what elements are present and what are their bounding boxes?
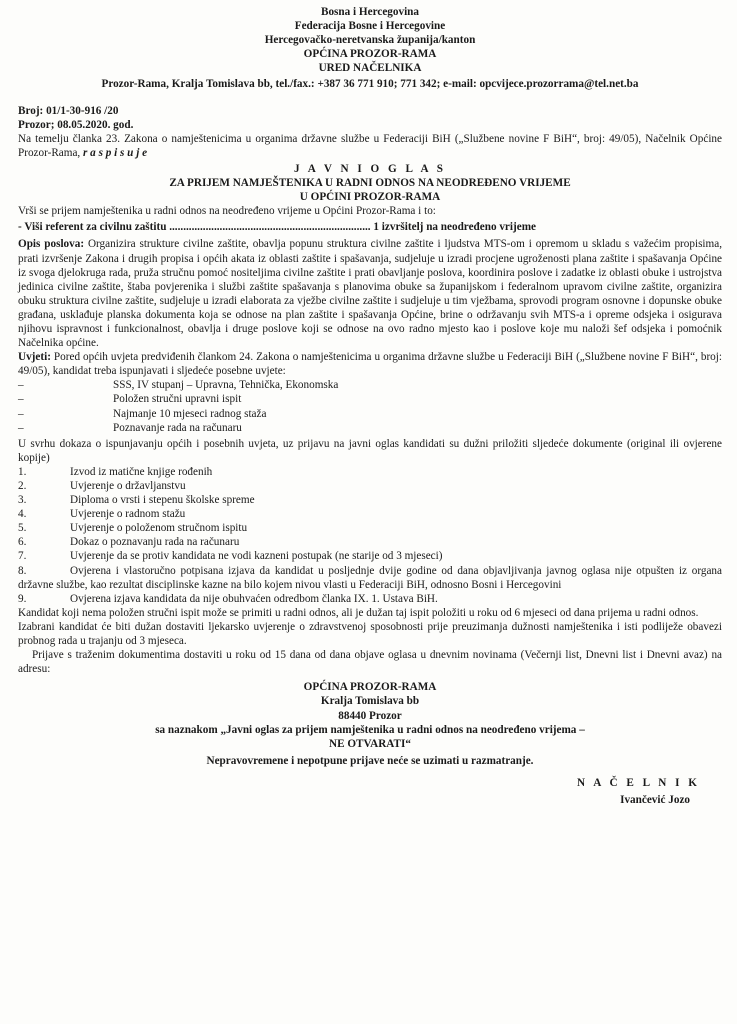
- conditions-paragraph: [18, 350, 722, 378]
- announcement-location: U OPĆINI PROZOR-RAMA: [299, 191, 441, 204]
- condition-text: Poznavanje rada na računaru: [113, 421, 242, 434]
- address-street: Kralja Tomislava bb: [320, 695, 420, 708]
- document-text: Uvjerenje da se protiv kandidata ne vodi kazneni postupak (ne starije od 3 mjeseci): [70, 550, 443, 563]
- intro-paragraph: [18, 132, 722, 160]
- condition-text: SSS, IV stupanj – Upravna, Tehnička, Ekonomska: [113, 379, 339, 392]
- list-item: [18, 378, 722, 392]
- item-number: 7.: [18, 550, 27, 563]
- item-number: 6.: [18, 536, 27, 549]
- address-postal: 88440 Prozor: [338, 709, 402, 722]
- item-number: 4.: [18, 508, 27, 521]
- condition-text: Najmanje 10 mjeseci radnog staža: [113, 407, 267, 420]
- canton-line: Hercegovačko-neretvanska županija/kanton: [264, 34, 476, 47]
- contact-line: Prozor-Rama, Kralja Tomislava bb, tel./fax.: +387 36 771 910; 771 342; e-mail: opcvijece.prozorrama@tel.net.ba: [101, 78, 639, 91]
- medical-paragraph: Izabrani kandidat će biti dužan dostaviti ljekarsko uvjerenje o zdravstvenoj sposobnosti prije preuzimanja dužnosti namještenika i isti podliježe obavezi probnog rada u trajanju od 3 mjeseca.: [18, 620, 722, 648]
- intro-text: Na temelju članka 23. Zakona o namještenicima u organima državne službe u Federaciji BiH („Službene novine F BiH“, broj: 49/05), Načelnik Općine Prozor-Rama,: [18, 132, 722, 159]
- item-number: 9.: [18, 592, 27, 605]
- list-item: [18, 549, 722, 563]
- document-text: Uvjerenje o radnom stažu: [70, 508, 186, 521]
- list-item: [18, 592, 722, 606]
- item-number: 2.: [18, 480, 27, 492]
- dash-marker: –: [18, 379, 24, 392]
- conditions-text: Pored općih uvjeta predviđenih člankom 24. Zakona o namještenicima u organima državne službe u Federaciji BiH („Službene novine F BiH“, broj: 49/05), kandidat treba ispunjavati i sljedeće posebne uvjete:: [18, 351, 722, 378]
- document-text: Diploma o vrsti i stepenu školske spreme: [70, 494, 255, 507]
- announcement-title: J A V N I O G L A S: [293, 162, 447, 175]
- documents-list: [18, 465, 722, 606]
- job-description-label: Opis poslova:: [18, 238, 85, 251]
- document-text: Izvod iz matične knjige rođenih: [70, 465, 213, 478]
- document-text: Ovjerena izjava kandidata da nije obuhvaćen odredbom članka IX. 1. Ustava BiH.: [70, 592, 438, 605]
- signature-block: [18, 776, 722, 807]
- job-description-text: Organizira strukture civilne zaštite, obavlja popunu struktura civilne zaštite i ljudstva MTS-om i opremom u skladu s važećim propisima, prati izvršenje Zakona i drugih propisa i općih akata iz oblasti zaštite i spašavanja, sudjeluje u izradi procjene ugroženosti plana zaštite i spašavanja Općine iz svoga djelokruga rada, pruža stručnu pomoć nositeljima civilne zaštite i prati obavljanje poslova, koordinira poslove i zadatke iz oblasti obuke i ustrojstva jedinica civilne zaštite, štaba povjerenika i službi zaštite spašavanja s planovima obuke sa županijskom i federalnom upravom civilne zaštite, organizira obuku struktura civilne zaštite, sudjeluje u izradi elaborata za vježbe civilne zaštite i sudjeluje u tim vježbama, sprovodi program osnovne i dopunske obuke građana, usklađuje planska dokumenta koja se odnose na plan zaštite i spašavanja Općine, brine o održavanju svih MTS-a i opreme odsjeka i osigurava njihovu ispravnost i funkcionalnost, obavlja i druge poslove koji se odnose na ovo radno mjesto kao i poslove koje mu naloži šef odsjeka i pomoćnik Načelnika općine.: [18, 238, 722, 350]
- list-item: [18, 392, 722, 406]
- raspisuje-word: r a s p i s u j e: [83, 146, 148, 159]
- reference-number: Broj: 01/1-30-916 /20: [18, 104, 119, 117]
- country-line: Bosna i Hercegovina: [321, 6, 419, 18]
- document-text: Uvjerenje o državljanstvu: [70, 480, 186, 492]
- envelope-note: sa naznakom „Javni oglas za prijem namještenika u radni odnos na neodređeno vrijema –: [155, 723, 585, 736]
- list-item: [18, 479, 722, 493]
- list-item: [18, 535, 722, 549]
- municipality-line: OPĆINA PROZOR-RAMA: [303, 48, 437, 61]
- late-applications-note: Nepravovremene i nepotpune prijave neće se uzimati u razmatranje.: [206, 754, 534, 767]
- document-text: Ovjerena i vlastoručno potpisana izjava da kandidat u posljednje dvije godine od dana objavljivanja javnog oglasa nije otpušten iz organa državne službe, kao rezultat disciplinske kazne na bilo kojem nivou vlasti u Federaciji BiH, odnosno Bosni i Hercegovini: [18, 564, 722, 591]
- position-line: - Viši referent za civilnu zaštitu ........................................................................ 1 izvršitelj na neodređeno vrijeme: [18, 221, 536, 234]
- list-item: [18, 493, 722, 507]
- list-item: [18, 564, 722, 592]
- job-description: [18, 237, 722, 350]
- submission-address: [18, 680, 722, 768]
- item-number: 5.: [18, 522, 27, 535]
- document-date: Prozor; 08.05.2020. god.: [18, 118, 134, 131]
- document-text: Uvjerenje o položenom stručnom ispitu: [70, 522, 248, 535]
- letterhead: [18, 5, 722, 92]
- conditions-list: [18, 378, 722, 434]
- documents-intro: U svrhu dokaza o ispunjavanju općih i posebnih uvjeta, uz prijavu na javni oglas kandidati su dužni priložiti sljedeće dokumente (original ili ovjerene kopije): [18, 437, 722, 464]
- list-item: [18, 507, 722, 521]
- list-item: [18, 521, 722, 535]
- conditions-label: Uvjeti:: [18, 351, 51, 364]
- condition-text: Položen stručni upravni ispit: [113, 393, 242, 406]
- federation-line: Federacija Bosne i Hercegovine: [294, 20, 446, 33]
- submission-paragraph: Prijave s traženim dokumentima dostaviti u roku od 15 dana od dana objave oglasa u dnevnim novinama (Večernji list, Dnevni list i Dnevni avaz) na adresu:: [18, 649, 722, 676]
- do-not-open-note: NE OTVARATI“: [329, 737, 411, 750]
- list-item: [18, 465, 722, 479]
- dash-marker: –: [18, 393, 24, 406]
- document-text: Dokaz o poznavanju rada na računaru: [70, 536, 240, 549]
- office-line: URED NAČELNIKA: [318, 62, 422, 75]
- item-number: 8.: [18, 564, 27, 577]
- item-number: 3.: [18, 494, 27, 507]
- announcement-subtitle: ZA PRIJEM NAMJEŠTENIKA U RADNI ODNOS NA NEODREĐENO VRIJEME: [169, 177, 571, 190]
- dash-marker: –: [18, 407, 24, 420]
- dash-marker: –: [18, 421, 24, 434]
- admission-intro: Vrši se prijem namještenika u radni odnos na neodređeno vrijeme u Općini Prozor-Rama i to:: [18, 205, 436, 218]
- document-page: [18, 5, 722, 807]
- signature-title: N A Č E L N I K: [576, 776, 700, 789]
- signature-name: Ivančević Jozo: [620, 793, 690, 806]
- exam-paragraph: Kandidat koji nema položen stručni ispit može se primiti u radni odnos, ali je dužan taj ispit položiti u roku od 6 mjeseci od dana prijema u radni odnos.: [18, 606, 699, 619]
- item-number: 1.: [18, 465, 27, 478]
- list-item: [18, 421, 722, 435]
- reference-block: [18, 104, 722, 132]
- list-item: [18, 407, 722, 421]
- address-municipality: OPĆINA PROZOR-RAMA: [303, 681, 437, 694]
